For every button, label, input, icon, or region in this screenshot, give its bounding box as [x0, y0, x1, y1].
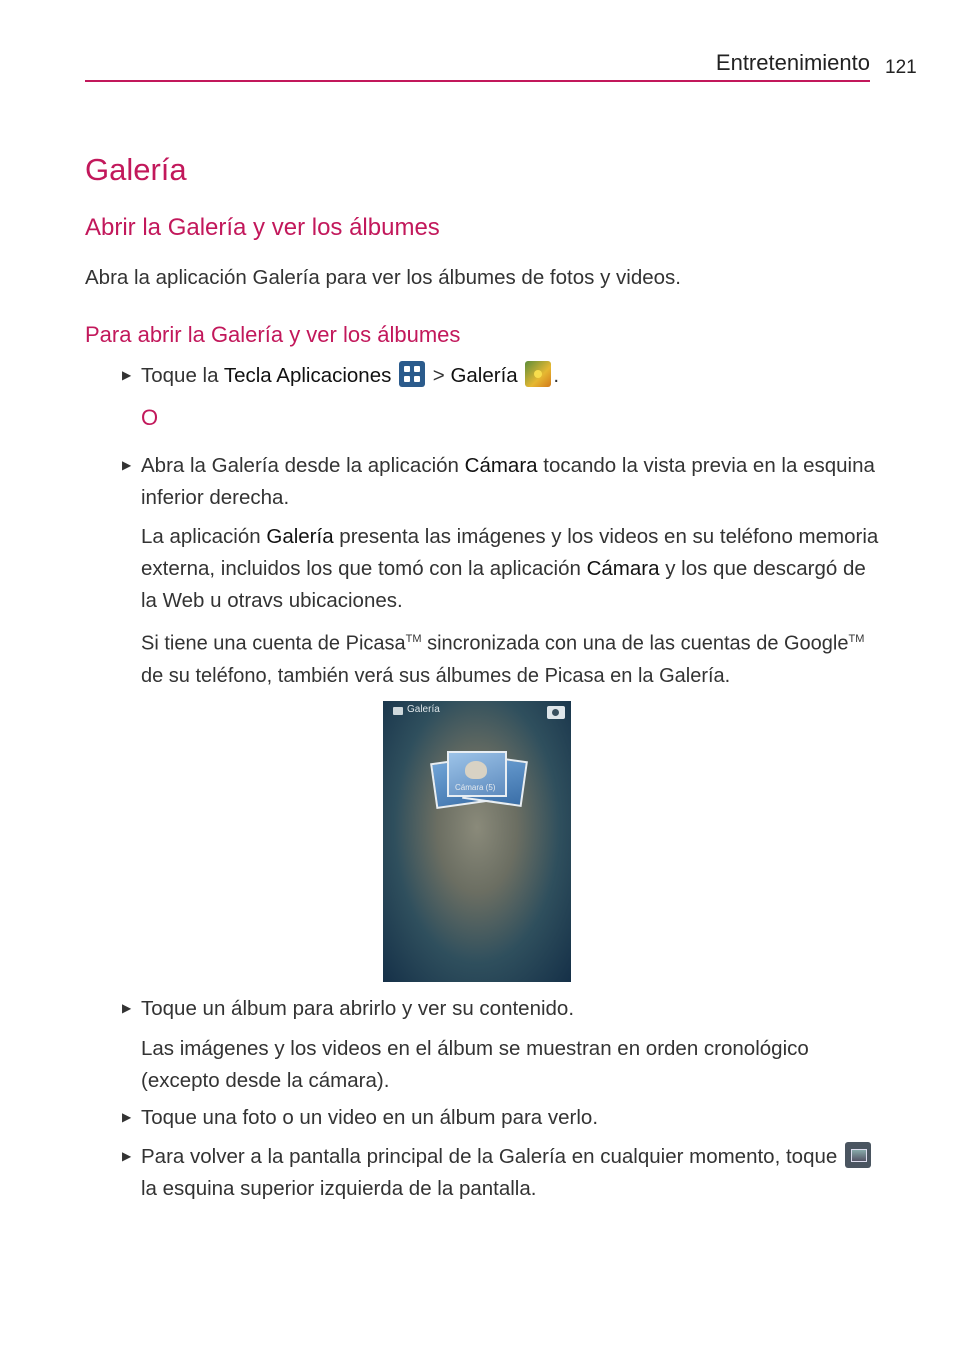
step-4: Toque una foto o un video en un álbum para verlo. — [141, 1106, 599, 1129]
bullet-arrow-icon: ▶ — [122, 368, 132, 382]
gallery-screenshot — [383, 701, 571, 982]
screenshot-title-bar — [383, 701, 571, 723]
header-rule — [85, 80, 870, 82]
subheading: Para abrir la Galería y ver los álbumes — [85, 322, 461, 347]
camera-icon — [547, 706, 565, 719]
intro-app-name: Galería — [252, 266, 320, 289]
paragraph-album-order: Las imágenes y los videos en el álbum se muestran en orden cronológico (excepto desde la cámara). — [141, 1037, 809, 1092]
bullet-arrow-icon: ▶ — [122, 458, 132, 472]
apps-grid-icon — [399, 361, 425, 387]
step-5: Para volver a la pantalla principal de la Galería en cualquier momento, toque la esquina superior izquierda de la pantalla. — [141, 1141, 881, 1205]
bullet-arrow-icon: ▶ — [122, 1149, 132, 1163]
paragraph-gallery-description: La aplicación Galería presenta las imágenes y los videos en su teléfono memoria externa, incluidos los que tomó con la aplicación Cámara y los que descargó de la Web u otravs ubicaciones. — [141, 525, 879, 612]
gallery-icon — [525, 361, 551, 387]
album-label: Cámara (5) — [455, 783, 496, 792]
gallery-back-icon — [845, 1142, 871, 1168]
gallery-small-icon — [393, 707, 403, 715]
intro-paragraph: Abra la aplicación Galería para ver los álbumes de fotos y videos. — [85, 266, 681, 289]
page-number: 121 — [885, 57, 917, 78]
bullet-arrow-icon: ▶ — [122, 1110, 132, 1124]
header-section-title: Entretenimiento — [715, 50, 870, 75]
bullet-arrow-icon: ▶ — [122, 1001, 132, 1015]
step-2: Abra la Galería desde la aplicación Cámara tocando la vista previa en la esquina inferior derecha. — [141, 454, 875, 509]
step-3: Toque un álbum para abrirlo y ver su contenido. — [141, 997, 575, 1020]
section-heading: Abrir la Galería y ver los álbumes — [85, 214, 440, 241]
paragraph-picasa: Si tiene una cuenta de Picasa™ sincronizada con una de las cuentas de Google™ de su teléfono, también verá sus álbumes de Picasa en la Galería. — [141, 632, 865, 687]
step-1: Toque la Tecla Aplicaciones > Galería . — [141, 360, 881, 392]
shell-photo — [465, 761, 487, 779]
page-title: Galería — [85, 152, 187, 187]
screenshot-title: Galería — [407, 704, 440, 715]
or-separator: O — [141, 405, 159, 430]
